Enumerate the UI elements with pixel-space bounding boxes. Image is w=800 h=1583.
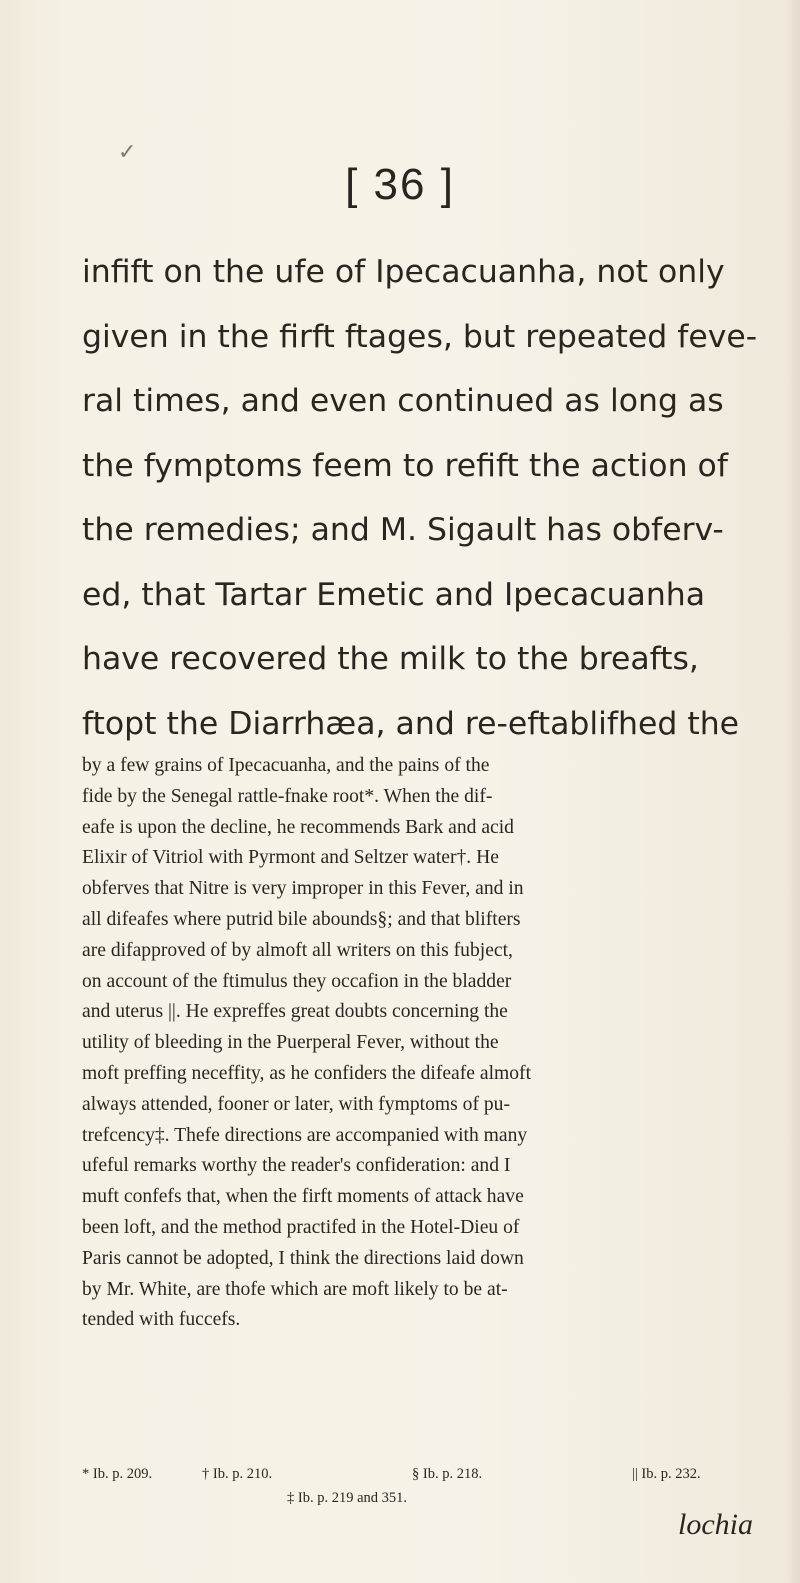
- small-text-line: moft preffing neceffity, as he confiders the difeafe almoft: [82, 1062, 532, 1084]
- main-text-line: ed, that Tartar Emetic and Ipecacuanha: [82, 576, 706, 613]
- small-text-line: tended with fuccefs.: [82, 1309, 241, 1331]
- footnote-ref: ‡ Ib. p. 219 and 351.: [287, 1490, 408, 1506]
- main-text-line: ral times, and even continued as long as: [82, 383, 724, 419]
- small-text-line: utility of bleeding in the Puerperal Fever, without the: [82, 1032, 499, 1054]
- main-text-line: the remedies; and M. Sigault has obferv-: [82, 512, 724, 548]
- small-text-line: muft confefs that, when the firft moments of attack have: [82, 1186, 524, 1208]
- main-text-line: have recovered the milk to the breafts,: [82, 641, 699, 677]
- small-text-line: eafe is upon the decline, he recommends Bark and acid: [82, 816, 514, 838]
- footnote-ref: § Ib. p. 218.: [412, 1466, 483, 1482]
- footnote-ref: † Ib. p. 210.: [202, 1466, 273, 1482]
- small-text-line: by Mr. White, are thofe which are moft likely to be at-: [82, 1278, 508, 1300]
- small-text-line: all difeafes where putrid bile abounds§; and that blifters: [82, 908, 521, 930]
- small-text-line: always attended, fooner or later, with fymptoms of pu-: [82, 1093, 510, 1115]
- page-number: [ 36 ]: [345, 160, 455, 209]
- main-text-line: the fymptoms feem to refift the action of: [82, 447, 728, 484]
- small-text-line: fide by the Senegal rattle-fnake root*. When the dif-: [82, 785, 493, 807]
- small-text-line: are difapproved of by almoft all writers on this fubject,: [82, 939, 513, 961]
- small-text-line: Paris cannot be adopted, I think the directions laid down: [82, 1247, 524, 1269]
- small-text-line: by a few grains of Ipecacuanha, and the pains of the: [82, 755, 490, 776]
- main-paragraph: [82, 240, 782, 756]
- small-text-line: and uterus ||. He expreffes great doubts concerning the: [82, 1001, 508, 1023]
- main-text-line: infift on the ufe of Ipecacuanha, not only: [82, 254, 725, 290]
- small-text-line: been loft, and the method practifed in the Hotel-Dieu of: [82, 1216, 520, 1238]
- main-text-line: ftopt the Diarrhæa, and re-eftablifhed the: [82, 705, 740, 742]
- small-text-line: obferves that Nitre is very improper in this Fever, and in: [82, 878, 524, 900]
- small-text-line: ufeful remarks worthy the reader's confideration: and I: [82, 1155, 511, 1177]
- catchword: lochia: [678, 1508, 753, 1541]
- main-text-line: given in the firft ftages, but repeated feve-: [82, 318, 758, 355]
- small-text-line: on account of the ftimulus they occafion in the bladder: [82, 970, 512, 992]
- footnote-ref: || Ib. p. 232.: [632, 1466, 701, 1482]
- corner-check-mark: ✓: [118, 140, 137, 165]
- small-text-line: trefcency‡. Thefe directions are accompanied with many: [82, 1124, 528, 1146]
- small-type-paragraph: [82, 751, 782, 1336]
- small-text-line: Elixir of Vitriol with Pyrmont and Seltzer water†. He: [82, 847, 499, 869]
- page-edge-shadow: [786, 0, 800, 1583]
- footnote-ref: * Ib. p. 209.: [82, 1466, 153, 1482]
